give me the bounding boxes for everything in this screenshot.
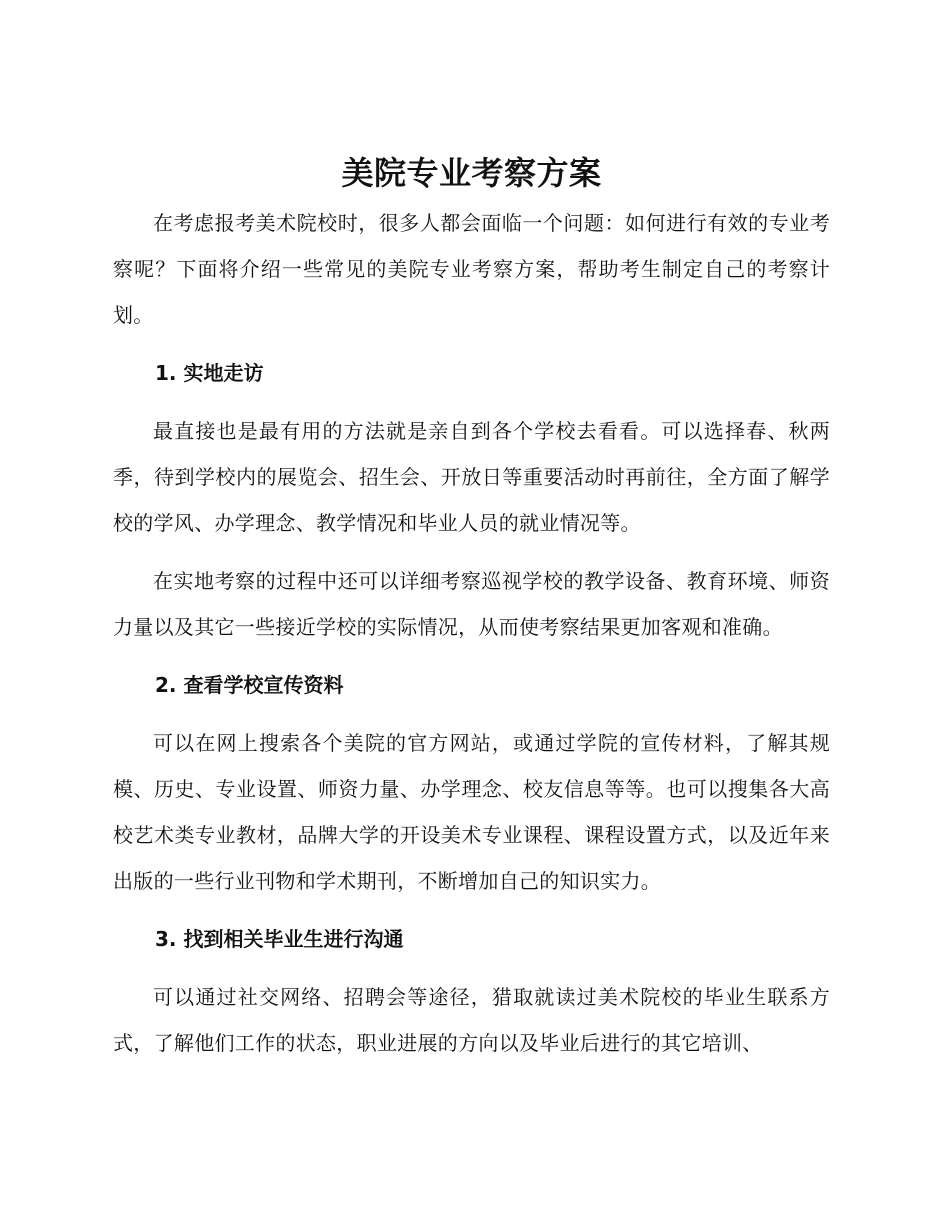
document-title: 美院专业考察方案 [341, 154, 602, 192]
section-heading-2: 2. 查看学校宣传资料 [155, 673, 344, 697]
document-page [113, 148, 830, 1078]
section-3-paragraph-1: 可以通过社交网络、招聘会等途径，猎取就读过美术院校的毕业生联系方式，了解他们工作的状态，职业进展的方向以及毕业后进行的其它培训、 [113, 985, 830, 1055]
section-1-paragraph-1: 最直接也是最有用的方法就是亲自到各个学校去看看。可以选择春、秋两季，待到学校内的展览会、招生会、开放日等重要活动时再前往，全方面了解学校的学风、办学理念、教学情况和毕业人员的就业情况等。 [113, 419, 830, 535]
section-2-paragraph-1: 可以在网上搜索各个美院的官方网站，或通过学院的宣传材料，了解其规模、历史、专业设置、师资力量、办学理念、校友信息等等。也可以搜集各大高校艺术类专业教材，品牌大学的开设美术专业课程、课程设置方式，以及近年来出版的一些行业刊物和学术期刊，不断增加自己的知识实力。 [113, 731, 830, 893]
section-heading-1: 1. 实地走访 [155, 361, 264, 385]
intro-paragraph: 在考虑报考美术院校时，很多人都会面临一个问题：如何进行有效的专业考察呢？下面将介绍一些常见的美院专业考察方案，帮助考生制定自己的考察计划。 [113, 211, 830, 327]
section-heading-3: 3. 找到相关毕业生进行沟通 [155, 927, 404, 951]
section-1-paragraph-2: 在实地考察的过程中还可以详细考察巡视学校的教学设备、教育环境、师资力量以及其它一些接近学校的实际情况，从而使考察结果更加客观和准确。 [113, 569, 830, 639]
